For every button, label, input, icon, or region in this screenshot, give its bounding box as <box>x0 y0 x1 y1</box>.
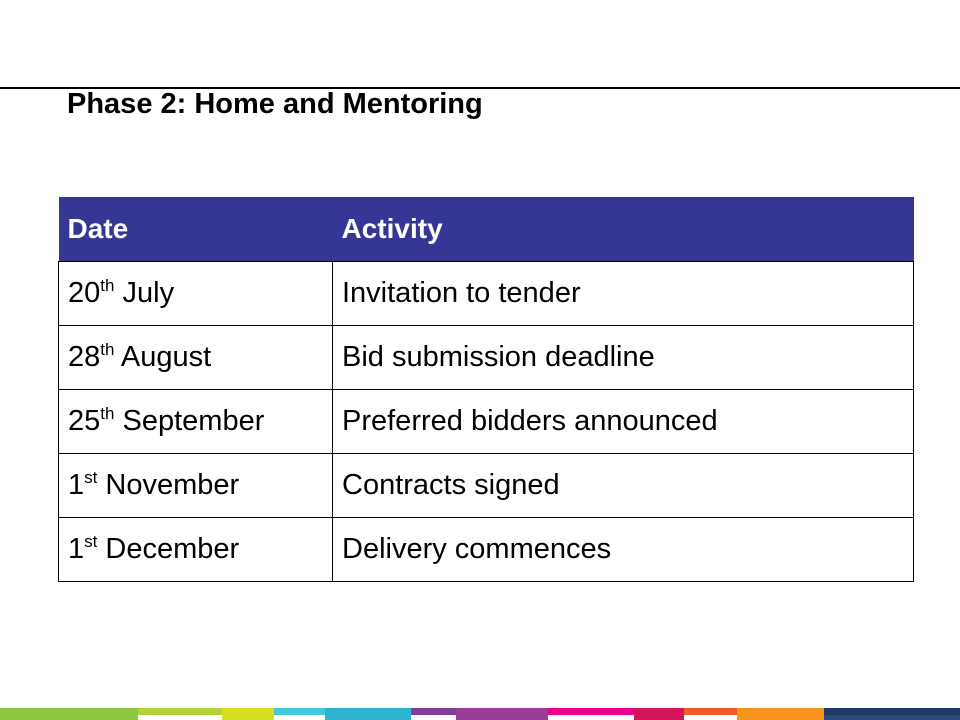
activity-cell: Invitation to tender <box>333 262 914 326</box>
table-row <box>59 454 914 518</box>
footer-segment <box>824 708 960 715</box>
activity-cell: Contracts signed <box>333 454 914 518</box>
date-suffix: st <box>84 468 98 487</box>
date-month: July <box>114 277 175 309</box>
date-day: 1 <box>68 469 85 501</box>
date-suffix: st <box>84 532 98 551</box>
table-row <box>59 390 914 454</box>
date-suffix: th <box>100 276 115 295</box>
table-header-row <box>59 197 914 262</box>
activity-cell: Bid submission deadline <box>333 326 914 390</box>
date-day: 25 <box>68 405 101 437</box>
table-row <box>59 262 914 326</box>
slide-title: Phase 2: Home and Mentoring <box>67 88 483 120</box>
date-cell <box>59 390 333 454</box>
footer-segment <box>634 708 684 720</box>
date-day: 1 <box>68 533 85 565</box>
date-suffix: th <box>100 404 115 423</box>
date-cell <box>59 518 333 582</box>
footer-segment <box>0 708 138 720</box>
header-date: Date <box>59 197 333 262</box>
date-day: 20 <box>68 277 101 309</box>
date-cell <box>59 262 333 326</box>
date-suffix: th <box>100 340 115 359</box>
date-day: 28 <box>68 341 101 373</box>
footer-segment <box>325 708 411 720</box>
activity-cell: Delivery commences <box>333 518 914 582</box>
date-month: December <box>97 533 240 565</box>
footer-segment <box>737 708 824 720</box>
table-row <box>59 326 914 390</box>
footer-color-bar <box>0 708 960 720</box>
footer-segment <box>222 708 274 720</box>
date-month: August <box>114 341 212 373</box>
footer-segment <box>456 708 548 720</box>
date-cell <box>59 454 333 518</box>
date-month: September <box>114 405 265 437</box>
activity-cell: Preferred bidders announced <box>333 390 914 454</box>
header-activity: Activity <box>333 197 914 262</box>
schedule-table <box>58 197 914 582</box>
date-month: November <box>97 469 240 501</box>
table-row <box>59 518 914 582</box>
date-cell <box>59 326 333 390</box>
